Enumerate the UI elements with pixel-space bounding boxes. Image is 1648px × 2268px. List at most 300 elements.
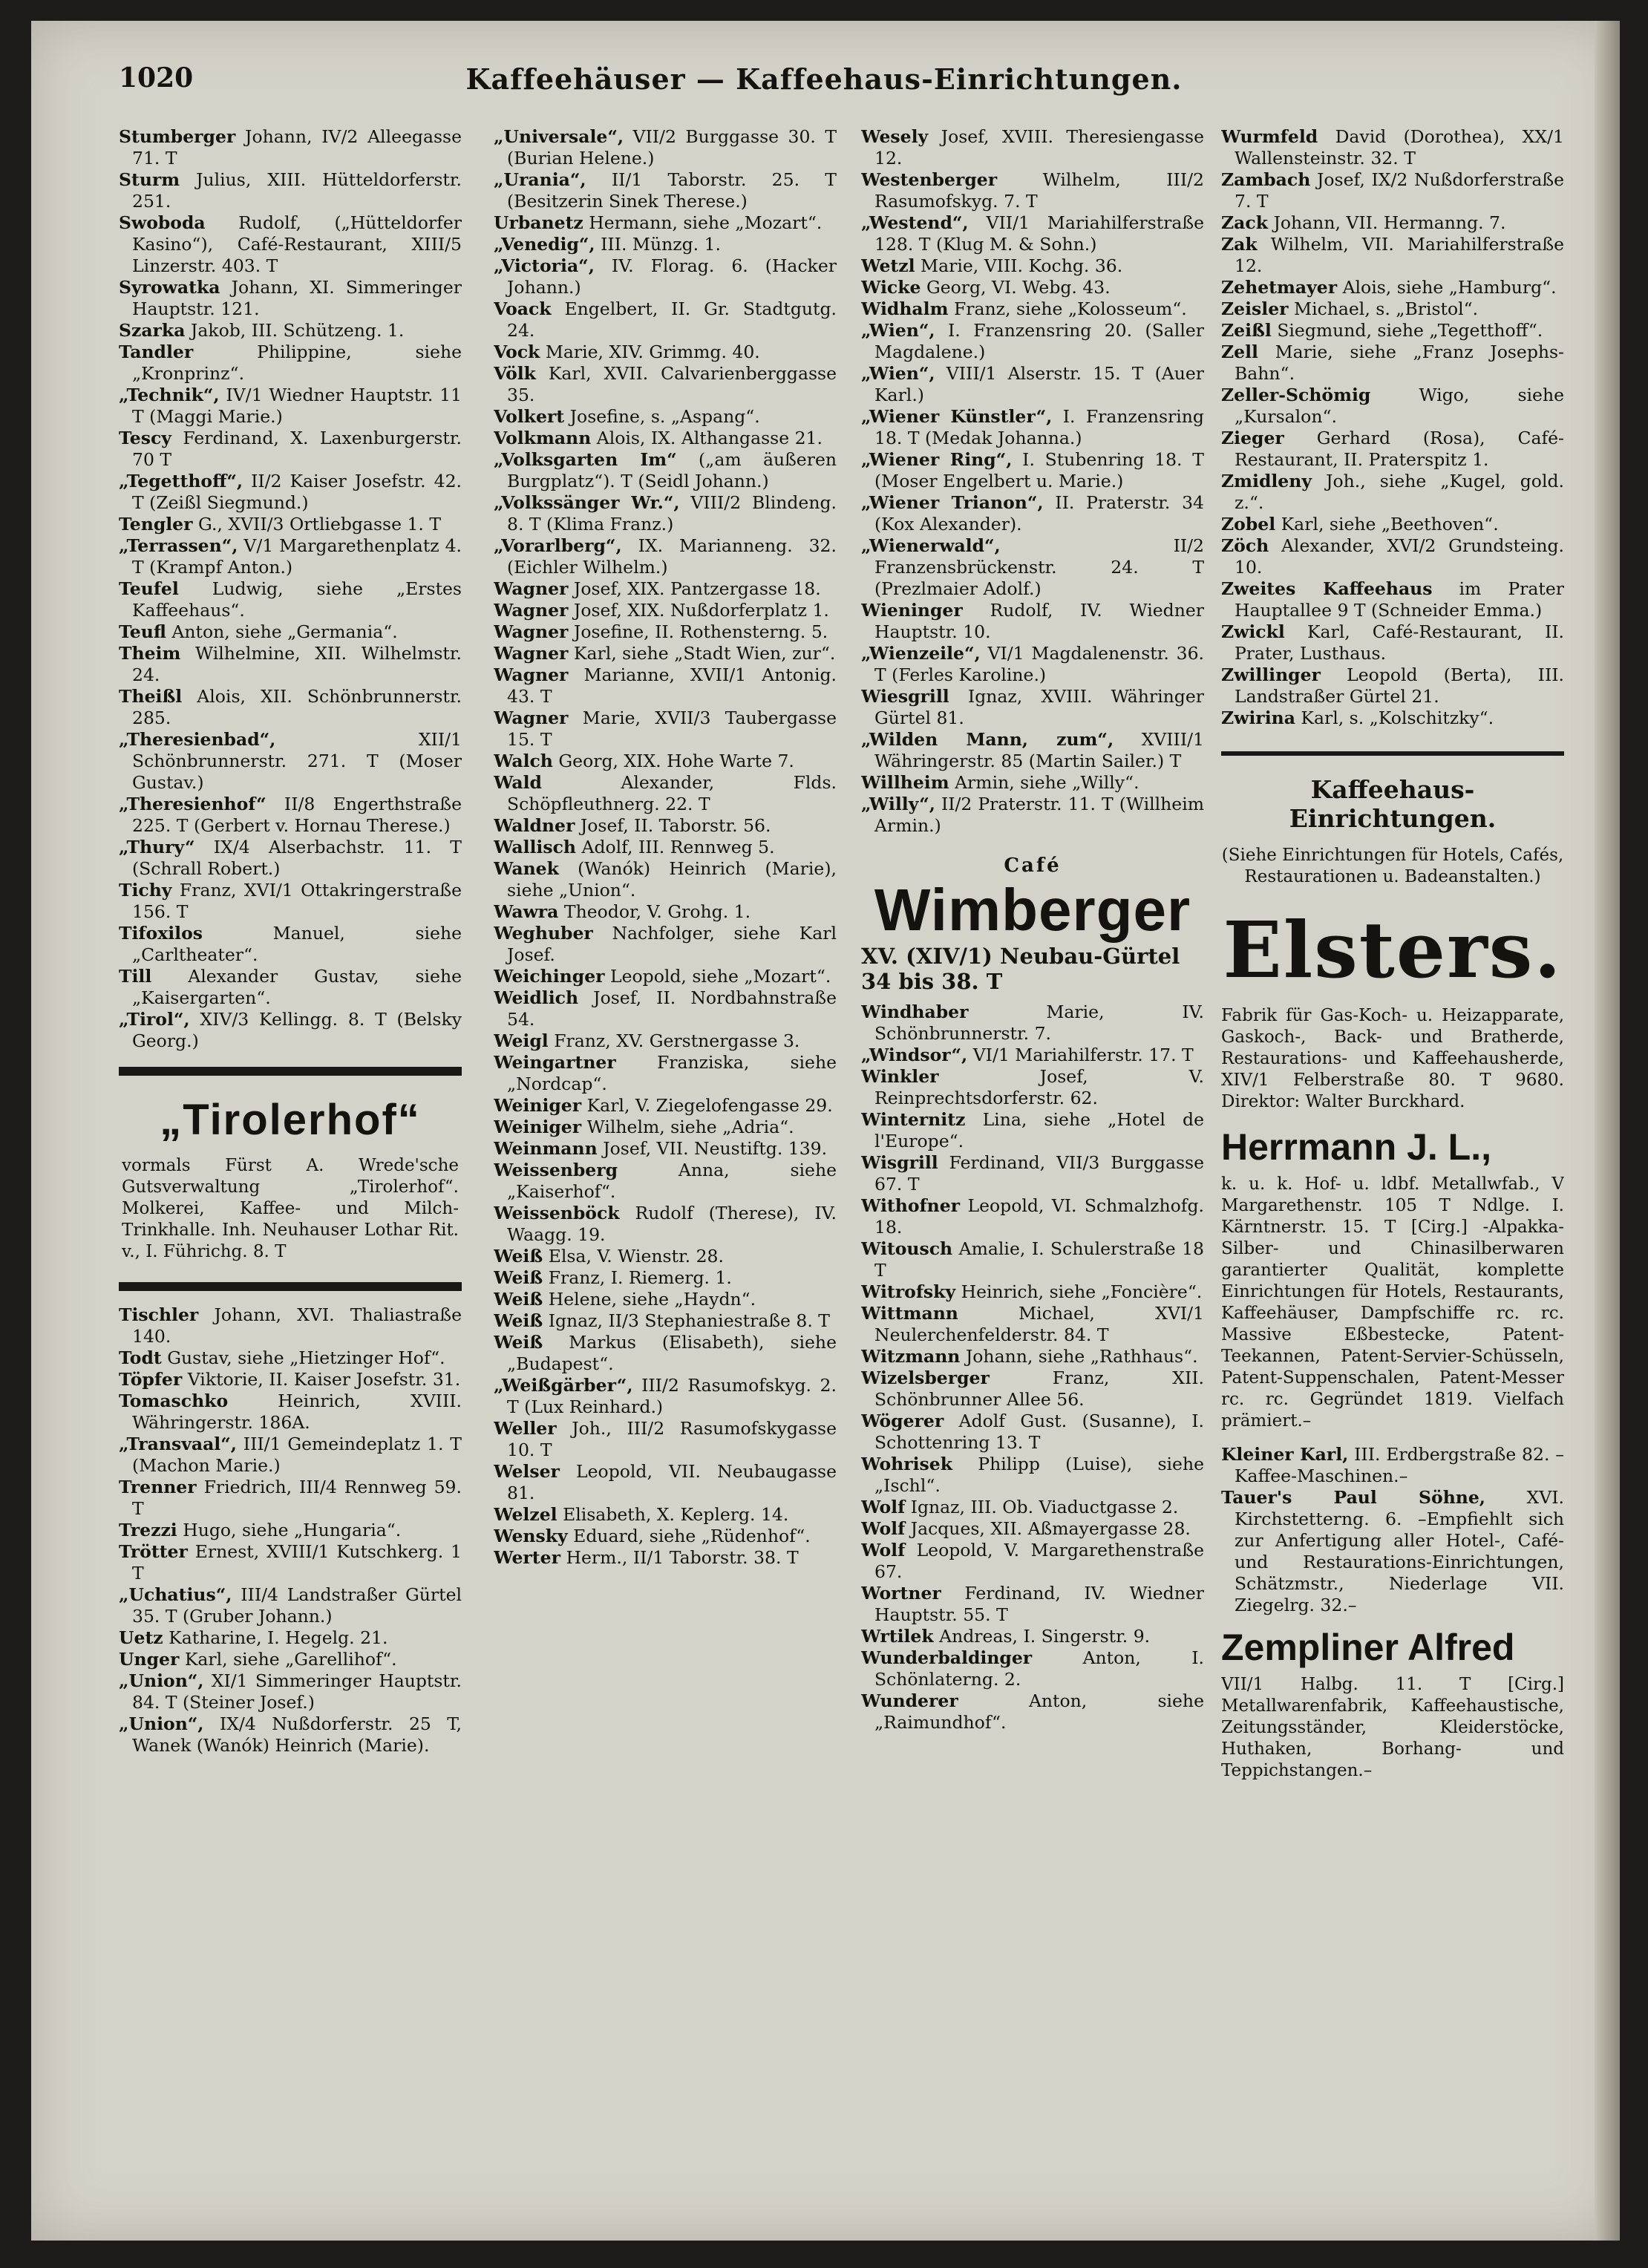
entry-name: Wagner	[494, 664, 569, 685]
entry-name: „Tirol“,	[119, 1009, 190, 1030]
entry-detail: Josef, XIX. Pantzergasse 18.	[573, 578, 821, 599]
directory-entry	[861, 406, 1204, 449]
entry-name: Wunderer	[861, 1690, 958, 1711]
entry-detail: Leopold, V. Margarethenstraße 67.	[874, 1540, 1204, 1582]
entry-detail: Franz, XII. Schönbrunner Allee 56.	[874, 1367, 1204, 1410]
entry-name: Weichinger	[494, 966, 605, 987]
ad-text: vormals Fürst A. Wrede'sche Gutsverwaltung „Tirolerhof“. Molkerei, Kaffee- und Milch-Trinkhalle. Inh. Neuhauser Lothar Rit. v., I. Führichg. 8. T	[122, 1156, 459, 1261]
entry-name: Szarka	[119, 320, 186, 341]
directory-entry	[861, 212, 1204, 255]
directory-entry	[1221, 126, 1564, 169]
entry-detail: XVI. Kirchstetterng. 6. –Empfiehlt sich zur Anfertigung aller Hotel-, Café- und Restaurations-Einrichtungen, Schätzmstr., Niederlage VII. Ziegelrg. 32.–	[1235, 1487, 1564, 1615]
entry-detail: II/2 Kaiser Josefstr. 42. T (Zeißl Siegmund.)	[132, 471, 462, 513]
entry-name: Theißl	[119, 686, 183, 707]
entry-detail: Ferdinand, X. Laxenburgerstr. 70 T	[132, 428, 462, 470]
directory-entry	[861, 1281, 1204, 1303]
herrmann-ad-text: k. u. k. Hof- u. ldbf. Metallwfab., V Margarethenstr. 105 T Ndlge. I. Kärntnerstr. 15. T [Cirg.] -Alpakka-Silber- und Chinasilberwaren garantierter Qualität, komplette Einrichtungen für Hotels, Restaurants, Kaffeehäuser, Dampfschiffe rc. rc. Massive Eßbestecke, Patent-Teekannen, Patent-Servier-Schüsseln, Patent-Suppenschalen, Patent-Messer rc. rc. Gegründet 1819. Vielfach prämiert.–	[1221, 1174, 1564, 1431]
directory-entry	[861, 535, 1204, 600]
entry-detail: Eduard, siehe „Rüdenhof“.	[573, 1526, 811, 1546]
entry-name: Weiß	[494, 1332, 543, 1353]
entry-detail: III. Erdbergstraße 82. –Kaffee-Maschinen.–	[1235, 1444, 1564, 1486]
entry-detail: Ludwig, siehe „Erstes Kaffeehaus“.	[132, 578, 462, 621]
zempliner-ad-title: Zempliner Alfred	[1221, 1627, 1515, 1668]
entry-detail: III. Münzg. 1.	[601, 234, 722, 255]
directory-entry	[494, 1310, 837, 1332]
directory-entry	[861, 1066, 1204, 1109]
entry-detail: Leopold, VI. Schmalzhofg. 18.	[874, 1195, 1204, 1238]
directory-entry	[1221, 385, 1564, 428]
directory-entry	[119, 169, 462, 212]
directory-entry	[494, 1203, 837, 1246]
entry-name: Zwillinger	[1221, 664, 1321, 685]
directory-entry	[494, 621, 837, 643]
entry-detail: Engelbert, II. Gr. Stadtgutg. 24.	[507, 298, 837, 341]
directory-entry	[119, 729, 462, 794]
directory-entry	[494, 406, 837, 428]
directory-entry	[119, 923, 462, 966]
entry-name: „Vorarlberg“,	[494, 535, 622, 556]
directory-entry	[119, 385, 462, 428]
directory-entry	[119, 1649, 462, 1670]
entry-name: „Uchatius“,	[119, 1584, 232, 1605]
directory-entry	[861, 320, 1204, 363]
directory-entry	[494, 987, 837, 1030]
entry-name: Sturm	[119, 169, 180, 190]
entry-name: Zell	[1221, 341, 1258, 362]
entry-detail: Leopold, siehe „Mozart“.	[610, 966, 831, 987]
entry-detail: Alois, IX. Althangasse 21.	[596, 428, 823, 448]
entry-detail: (Wanók) Heinrich (Marie), siehe „Union“.	[507, 858, 837, 901]
entry-detail: Johann, VII. Hermanng. 7.	[1273, 212, 1506, 233]
directory-entry	[119, 341, 462, 385]
entry-detail: II/8 Engerthstraße 225. T (Gerbert v. Hornau Therese.)	[132, 794, 462, 836]
entry-name: Walch	[494, 751, 553, 771]
entry-detail: Markus (Elisabeth), siehe „Budapest“.	[507, 1332, 837, 1374]
entry-name: Zack	[1221, 212, 1268, 233]
entry-list	[861, 126, 1204, 837]
entry-name: Weiniger	[494, 1117, 582, 1137]
ad-title: „Tirolerhof“	[160, 1096, 421, 1144]
entry-detail: Armin, siehe „Willy“.	[955, 772, 1139, 793]
directory-entry	[119, 1670, 462, 1713]
entry-detail: VII/1 Mariahilferstraße 128. T (Klug M. & Sohn.)	[874, 212, 1204, 255]
entry-detail: II/2 Praterstr. 11. T (Willheim Armin.)	[874, 794, 1204, 836]
entry-detail: Johann, XI. Simmeringer Hauptstr. 121.	[132, 277, 462, 319]
directory-entry	[1221, 514, 1564, 535]
entry-name: Theim	[119, 643, 181, 664]
entry-detail: IX. Marianneng. 32. (Eichler Wilhelm.)	[507, 535, 837, 578]
entry-name: Till	[119, 966, 152, 987]
entry-name: Tifoxilos	[119, 923, 203, 944]
entry-list	[1221, 126, 1564, 729]
entry-detail: VIII/1 Alserstr. 15. T (Auer Karl.)	[874, 363, 1204, 405]
directory-entry	[494, 772, 837, 815]
directory-entry	[1221, 471, 1564, 514]
entry-detail: Helene, siehe „Haydn“.	[548, 1289, 756, 1310]
directory-entry	[494, 1504, 837, 1526]
entry-detail: Franz, XV. Gerstnergasse 3.	[554, 1030, 800, 1051]
entry-detail: Joh., III/2 Rasumofskygasse 10. T	[507, 1418, 837, 1460]
directory-entry	[494, 1138, 837, 1160]
directory-entry	[861, 363, 1204, 406]
entry-name: Tischler	[119, 1304, 199, 1325]
entry-detail: III/4 Landstraßer Gürtel 35. T (Gruber Johann.)	[132, 1584, 462, 1627]
entry-detail: („am äußeren Burgplatz“). T (Seidl Johann.)	[507, 449, 837, 491]
entry-name: Wögerer	[861, 1411, 944, 1431]
directory-entry	[119, 1627, 462, 1649]
entry-name: „Theresienbad“,	[119, 729, 276, 750]
entry-detail: Marianne, XVII/1 Antonig. 43. T	[507, 664, 837, 707]
ad-kicker: Café	[1004, 854, 1062, 877]
directory-entry	[494, 923, 837, 966]
entry-detail: Franz, XVI/1 Ottakringerstraße 156. T	[132, 880, 462, 922]
entry-name: Witrofsky	[861, 1281, 956, 1302]
directory-entry	[119, 1390, 462, 1434]
entry-name: „Weißgärber“,	[494, 1375, 633, 1396]
directory-entry	[861, 1152, 1204, 1195]
entry-detail: Josef, VII. Neustiftg. 139.	[603, 1138, 828, 1159]
entry-detail: XII/1 Schönbrunnerstr. 271. T (Moser Gustav.)	[132, 729, 462, 793]
directory-entry	[861, 1238, 1204, 1281]
entry-detail: I. Stubenring 18. T (Moser Engelbert u. Marie.)	[874, 449, 1204, 491]
entry-name: Weissenberg	[494, 1160, 618, 1180]
entry-detail: Theodor, V. Grohg. 1.	[563, 901, 751, 922]
directory-entry	[119, 1434, 462, 1477]
entry-detail: Katharine, I. Hegelg. 21.	[169, 1627, 388, 1648]
directory-entry	[494, 837, 837, 858]
directory-entry	[494, 298, 837, 341]
entry-name: Tescy	[119, 428, 171, 448]
entry-name: Wolf	[861, 1518, 906, 1539]
entry-name: Stumberger	[119, 126, 236, 147]
directory-entry	[861, 298, 1204, 320]
directory-entry	[494, 1267, 837, 1289]
entry-detail: Josef, IX/2 Nußdorferstraße 7. T	[1235, 169, 1564, 212]
entry-list	[494, 126, 837, 1569]
directory-entry	[861, 1690, 1204, 1733]
entry-name: „Universale“,	[494, 126, 624, 147]
directory-entry	[861, 1583, 1204, 1626]
entry-name: Töpfer	[119, 1369, 183, 1390]
directory-entry	[861, 1195, 1204, 1238]
entry-name: „Wiener Künstler“,	[861, 406, 1053, 427]
entry-detail: XIV/3 Kellingg. 8. T (Belsky Georg.)	[132, 1009, 462, 1051]
directory-entry	[861, 492, 1204, 535]
directory-entry	[861, 600, 1204, 643]
tauer-entry	[1221, 1487, 1564, 1616]
entry-detail: Marie, XIV. Grimmg. 40.	[545, 341, 760, 362]
entry-detail: Leopold, VII. Neubaugasse 81.	[507, 1461, 837, 1503]
entry-detail: II/2 Franzensbrückenstr. 24. T (Prezlmaier Adolf.)	[874, 535, 1204, 599]
directory-entry	[861, 1518, 1204, 1540]
directory-entry	[494, 492, 837, 535]
cafe-wimberger-ad	[861, 854, 1204, 994]
entry-name: Wieninger	[861, 600, 963, 621]
entry-name: Wagner	[494, 707, 569, 728]
directory-entry	[119, 880, 462, 923]
entry-name: Wurmfeld	[1221, 126, 1318, 147]
directory-entry	[494, 751, 837, 772]
entry-name: Zieger	[1221, 428, 1284, 448]
directory-entry	[494, 535, 837, 578]
entry-detail: Marie, VIII. Kochg. 36.	[921, 255, 1123, 276]
directory-entry	[1221, 234, 1564, 277]
directory-entry	[494, 126, 837, 169]
entry-detail: IV. Florag. 6. (Hacker Johann.)	[507, 255, 837, 298]
entry-name: Zobel	[1221, 514, 1276, 535]
entry-name: Wittmann	[861, 1303, 958, 1324]
entry-detail: XVIII/1 Währingerstr. 85 (Martin Sailer.) T	[874, 729, 1204, 771]
directory-entry	[861, 643, 1204, 686]
directory-entry	[494, 1332, 837, 1375]
entry-detail: David (Dorothea), XX/1 Wallensteinstr. 32. T	[1235, 126, 1564, 169]
tirolerhof-ad	[119, 1067, 462, 1291]
entry-name: „Volksgarten Im“	[494, 449, 677, 470]
entry-name: Wawra	[494, 901, 559, 922]
directory-entry	[494, 1095, 837, 1117]
entry-detail: Julius, XIII. Hütteldorferstr. 251.	[132, 169, 462, 212]
directory-entry	[1221, 169, 1564, 212]
entry-detail: Viktorie, II. Kaiser Josefstr. 31.	[187, 1369, 461, 1390]
entry-detail: Franz, siehe „Kolosseum“.	[953, 298, 1187, 319]
entry-detail: V/1 Margarethenplatz 4. T (Krampf Anton.)	[132, 535, 462, 578]
entry-detail: Rudolf, („Hütteldorfer Kasino“), Café-Restaurant, XIII/5 Linzerstr. 403. T	[132, 212, 462, 276]
directory-entry	[494, 212, 837, 234]
entry-detail: Rudolf, IV. Wiedner Hauptstr. 10.	[874, 600, 1204, 642]
entry-detail: III/2 Rasumofskyg. 2. T (Lux Reinhard.)	[507, 1375, 837, 1417]
directory-entry	[119, 535, 462, 578]
entry-name: Voack	[494, 298, 552, 319]
directory-entry	[861, 1497, 1204, 1518]
directory-entry	[861, 1045, 1204, 1066]
directory-entry	[494, 664, 837, 707]
entry-name: Tichy	[119, 880, 172, 901]
entry-detail: II/1 Taborstr. 25. T (Besitzerin Sinek Therese.)	[507, 169, 837, 212]
entry-detail: G., XVII/3 Ortliebgasse 1. T	[198, 514, 442, 535]
directory-entry	[494, 858, 837, 901]
entry-name: Winternitz	[861, 1109, 966, 1130]
entry-name: Wicke	[861, 277, 921, 298]
entry-detail: Wilhelm, VII. Mariahilferstraße 12.	[1235, 234, 1564, 276]
entry-detail: Siegmund, siehe „Tegetthoff“.	[1277, 320, 1543, 341]
directory-entry	[1221, 341, 1564, 385]
entry-detail: IV/1 Wiedner Hauptstr. 11 T (Maggi Marie.)	[132, 385, 462, 427]
directory-entry	[494, 1418, 837, 1461]
entry-detail: II. Praterstr. 34 (Kox Alexander).	[874, 492, 1204, 535]
directory-entry	[1221, 707, 1564, 729]
entry-name: Zambach	[1221, 169, 1311, 190]
entry-name: „Windsor“,	[861, 1045, 968, 1065]
entry-name: Urbanetz	[494, 212, 583, 233]
directory-entry	[861, 794, 1204, 837]
entry-detail: Johann, IV/2 Alleegasse 71. T	[132, 126, 462, 169]
entry-name: Trezzi	[119, 1520, 177, 1540]
entry-name: Zwickl	[1221, 621, 1285, 642]
directory-entry	[494, 428, 837, 449]
directory-entry	[494, 1030, 837, 1052]
directory-entry	[494, 1289, 837, 1310]
entry-detail: Friedrich, III/4 Rennweg 59. T	[132, 1477, 462, 1519]
directory-entry	[119, 578, 462, 621]
entry-detail: Karl, Café-Restaurant, II. Prater, Lusthaus.	[1235, 621, 1564, 664]
entry-detail: Anton, I. Schönlaterng. 2.	[874, 1647, 1204, 1690]
directory-entry	[119, 837, 462, 880]
directory-entry	[494, 1547, 837, 1569]
directory-entry	[861, 255, 1204, 277]
entry-detail: Adolf Gust. (Susanne), I. Schottenring 13. T	[874, 1411, 1204, 1453]
directory-entry	[119, 471, 462, 514]
entry-name: „Willy“,	[861, 794, 935, 814]
section-title: Kaffeehaus-Einrichtungen.	[1289, 775, 1497, 833]
entry-detail: VII/2 Burggasse 30. T (Burian Helene.)	[507, 126, 837, 169]
directory-entry	[494, 1246, 837, 1267]
directory-entry	[494, 815, 837, 837]
entry-detail: Ferdinand, IV. Wiedner Hauptstr. 55. T	[874, 1583, 1204, 1625]
directory-entry	[494, 1117, 837, 1138]
page-number: 1020	[119, 62, 194, 94]
directory-entry	[1221, 621, 1564, 664]
directory-entry	[861, 277, 1204, 298]
directory-entry	[119, 1304, 462, 1347]
entry-name: Withofner	[861, 1195, 961, 1216]
section-divider	[1221, 751, 1564, 756]
directory-entry	[494, 578, 837, 600]
entry-name: Weissenböck	[494, 1203, 620, 1223]
entry-name: Witzmann	[861, 1346, 961, 1367]
directory-entry	[861, 1001, 1204, 1045]
entry-name: „Venedig“,	[494, 234, 595, 255]
entry-detail: Josef, V. Reinprechtsdorferstr. 62.	[874, 1066, 1204, 1108]
entry-detail: VI/1 Magdalenenstr. 36. T (Ferles Karoline.)	[874, 643, 1204, 685]
directory-entry	[119, 794, 462, 837]
entry-detail: Josef, II. Taborstr. 56.	[580, 815, 771, 836]
entry-detail: Johann, siehe „Rathhaus“.	[965, 1346, 1198, 1367]
directory-entry	[861, 1454, 1204, 1497]
entry-name: Wortner	[861, 1583, 941, 1604]
entry-name: Wagner	[494, 600, 569, 621]
directory-entry	[119, 966, 462, 1009]
entry-detail: IX/4 Alserbachstr. 11. T (Schrall Robert.)	[132, 837, 462, 879]
entry-detail: Ernest, XVIII/1 Kutschkerg. 1 T	[132, 1541, 462, 1584]
directory-entry	[1221, 664, 1564, 707]
entry-name: „Terrassen“,	[119, 535, 238, 556]
entry-detail: I. Franzensring 20. (Saller Magdalene.)	[874, 320, 1204, 362]
directory-entry	[861, 1540, 1204, 1583]
entry-name: Zwirina	[1221, 707, 1295, 728]
entry-detail: Heinrich, XVIII. Währingerstr. 186A.	[132, 1390, 462, 1433]
entry-name: Zweites Kaffeehaus	[1221, 578, 1433, 599]
directory-entry	[861, 686, 1204, 729]
entry-name: Wizelsberger	[861, 1367, 990, 1388]
directory-entry	[494, 600, 837, 621]
entry-name: „Urania“,	[494, 169, 586, 190]
entry-detail: XI/1 Simmeringer Hauptstr. 84. T (Steiner Josef.)	[132, 1670, 462, 1713]
entry-detail: Alexander, Flds. Schöpfleuthnerg. 22. T	[507, 772, 837, 814]
entry-name: Wald	[494, 772, 542, 793]
entry-detail: Josef, II. Nordbahnstraße 54.	[507, 987, 837, 1030]
directory-entry	[494, 449, 837, 492]
entry-detail: Alexander Gustav, siehe „Kaisergarten“.	[132, 966, 462, 1008]
directory-entry	[861, 1367, 1204, 1411]
entry-name: Zöch	[1221, 535, 1269, 556]
entry-detail: Wilhelmine, XII. Wilhelmstr. 24.	[132, 643, 462, 685]
entry-name: Welser	[494, 1461, 560, 1482]
directory-entry	[119, 1520, 462, 1541]
entry-detail: Elisabeth, X. Keplerg. 14.	[563, 1504, 789, 1525]
entry-name: Weidlich	[494, 987, 579, 1008]
entry-detail: Herm., II/1 Taborstr. 38. T	[566, 1547, 799, 1568]
entry-name: Weller	[494, 1418, 557, 1439]
entry-detail: Adolf, III. Rennweg 5.	[581, 837, 775, 857]
entry-detail: Jakob, III. Schützeng. 1.	[190, 320, 405, 341]
entry-detail: Johann, XVI. Thaliastraße 140.	[132, 1304, 462, 1347]
entry-name: Tomaschko	[119, 1390, 229, 1411]
directory-entry	[861, 1411, 1204, 1454]
directory-entry	[494, 363, 837, 406]
directory-entry	[119, 277, 462, 320]
entry-detail: Jacques, XII. Aßmayergasse 28.	[910, 1518, 1191, 1539]
entry-name: „Thury“	[119, 837, 195, 857]
entry-name: „Wiener Ring“,	[861, 449, 1013, 470]
entry-name: „Victoria“,	[494, 255, 595, 276]
entry-detail: Amalie, I. Schulerstraße 18 T	[874, 1238, 1204, 1281]
entry-detail: Alois, XII. Schönbrunnerstr. 285.	[132, 686, 462, 728]
entry-name: Zmidleny	[1221, 471, 1312, 491]
directory-entry	[1221, 428, 1564, 471]
entry-name: Wetzl	[861, 255, 915, 276]
entry-name: „Wilden Mann, zum“,	[861, 729, 1114, 750]
entry-detail: Alexander, XVI/2 Grundsteing. 10.	[1235, 535, 1564, 578]
entry-name: Zeißl	[1221, 320, 1272, 341]
entry-name: Wiesgrill	[861, 686, 949, 707]
directory-entry	[861, 729, 1204, 772]
entry-name: „Technik“,	[119, 385, 220, 405]
directory-entry	[494, 1526, 837, 1547]
entry-detail: Josef, XIX. Nußdorferplatz 1.	[573, 600, 829, 621]
directory-entry	[1221, 298, 1564, 320]
entry-name: Swoboda	[119, 212, 206, 233]
entry-name: Weiß	[494, 1289, 543, 1310]
directory-entry	[494, 1461, 837, 1504]
column-1	[119, 126, 462, 2190]
entry-detail: Franz, I. Riemerg. 1.	[548, 1267, 732, 1288]
entry-name: Kleiner Karl,	[1221, 1444, 1349, 1465]
entry-name: Westenberger	[861, 169, 998, 190]
entry-detail: Hermann, siehe „Mozart“.	[589, 212, 823, 233]
entry-detail: Ignaz, XVIII. Währinger Gürtel 81.	[874, 686, 1204, 728]
entry-detail: Elsa, V. Wienstr. 28.	[548, 1246, 724, 1267]
entry-detail: Karl, siehe „Garellihof“.	[184, 1649, 397, 1670]
entry-list	[861, 1001, 1204, 1733]
entry-name: Volkert	[494, 406, 565, 427]
entry-name: „Wienzeile“,	[861, 643, 981, 664]
entry-name: Todt	[119, 1347, 162, 1368]
entry-name: Waldner	[494, 815, 575, 836]
entry-detail: Hugo, siehe „Hungaria“.	[183, 1520, 402, 1540]
entry-detail: Ignaz, II/3 Stephaniestraße 8. T	[548, 1310, 830, 1331]
directory-entry	[119, 320, 462, 341]
directory-entry	[861, 1303, 1204, 1346]
page-header	[119, 62, 1529, 107]
entry-detail: VI/1 Mariahilferstr. 17. T	[972, 1045, 1194, 1065]
directory-entry	[494, 234, 837, 255]
entry-name: Wrtilek	[861, 1626, 934, 1647]
entry-detail: Michael, XVI/1 Neulerchenfelderstr. 84. T	[874, 1303, 1204, 1345]
entry-detail: Philippine, siehe „Kronprinz“.	[132, 341, 462, 384]
entry-detail: Georg, VI. Webg. 43.	[926, 277, 1111, 298]
directory-entry	[1221, 320, 1564, 341]
entry-detail: Ignaz, III. Ob. Viaductgasse 2.	[910, 1497, 1179, 1517]
